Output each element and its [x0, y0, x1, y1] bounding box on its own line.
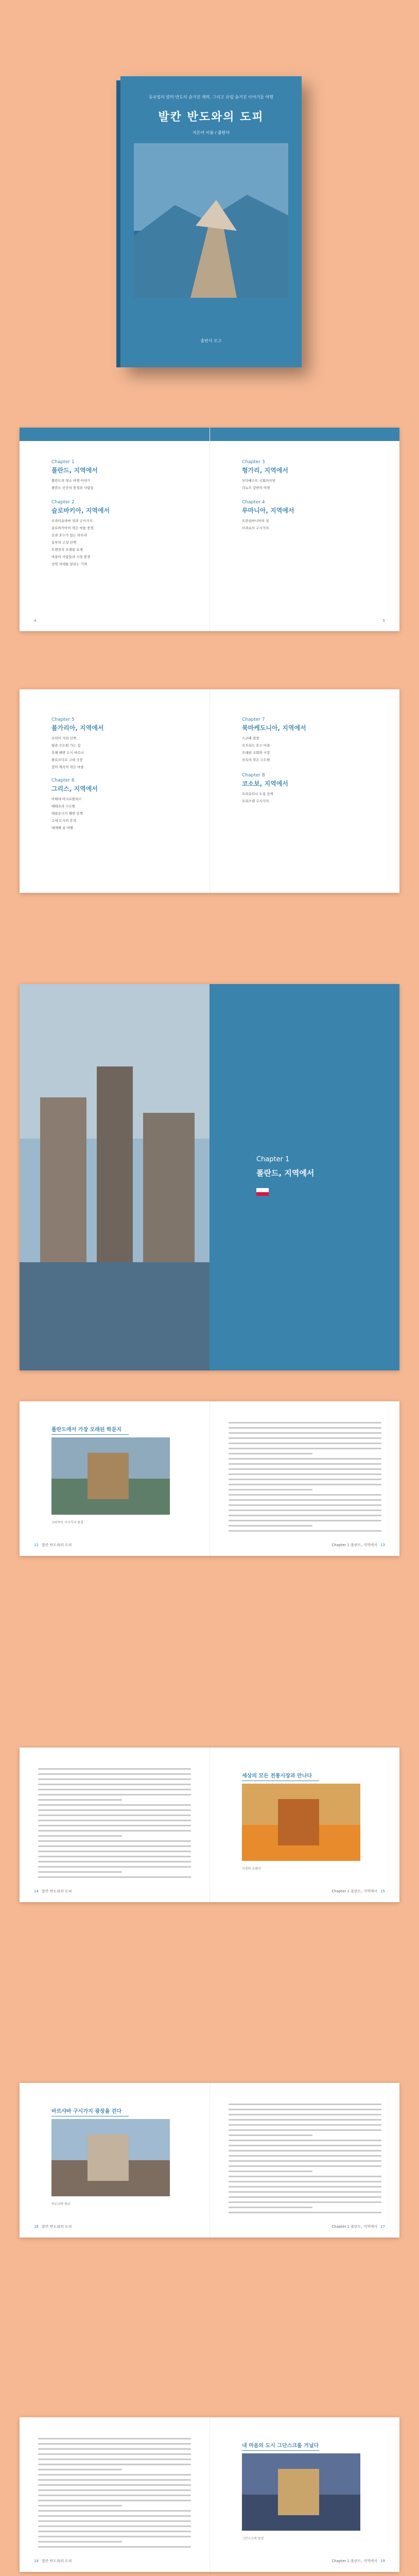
photo-caption: 바르샤바 왕궁 [51, 2202, 71, 2206]
toc-country[interactable]: 폴란드, 지역에서 [51, 467, 98, 474]
toc-entry[interactable]: 부다페스트 국회의사당 [242, 479, 275, 483]
toc-chapter-label: Chapter 3 [242, 460, 265, 465]
article-heading: 폴란드에서 가장 오래된 학문지 [51, 1425, 129, 1435]
article-spread [20, 1748, 399, 1902]
right-page [210, 1401, 399, 1556]
right-page [210, 2417, 399, 2572]
cover-publisher: 출판사 로고 [200, 338, 222, 343]
toc-country[interactable]: 북마케도니아, 지역에서 [242, 724, 306, 732]
toc-entry[interactable]: 브라쇼브 구시가지 [242, 526, 269, 530]
chapter-opener [20, 984, 399, 1370]
toc-entry[interactable]: 산악 지대를 달리는 기차 [51, 562, 87, 566]
running-footer: Chapter 1 폴란드, 지역에서 [331, 2225, 378, 2229]
cover-photo [134, 143, 288, 298]
page-number: 17 [380, 2225, 385, 2229]
toc-entry[interactable]: 아테네 아크로폴리스 [51, 797, 82, 801]
page-number: 4 [34, 619, 37, 623]
article-photo [242, 2453, 360, 2531]
cover-title: 발칸 반도와의 도피 [158, 111, 264, 124]
body-text [229, 2104, 381, 2217]
article-heading: 내 마음의 도시 그단스크를 거닐다 [242, 2441, 319, 2451]
running-footer: Chapter 1 폴란드, 지역에서 [331, 1543, 378, 1547]
toc-country[interactable]: 루마니아, 지역에서 [242, 507, 294, 514]
toc-left-page [20, 689, 210, 893]
toc-spread-2 [20, 689, 399, 893]
toc-entry[interactable]: 다뉴브 강변의 야경 [242, 486, 270, 490]
page-number: 12 [34, 1543, 39, 1547]
toc-right-page [210, 689, 399, 893]
running-footer: Chapter 1 폴란드, 지역에서 [331, 1889, 378, 1893]
footer-right [331, 2224, 385, 2229]
running-footer: Chapter 1 폴란드, 지역에서 [331, 2559, 378, 2563]
poland-flag-icon [256, 1188, 269, 1196]
body-text [229, 1422, 381, 1535]
toc-entry[interactable]: 메테오라 수도원 [51, 804, 76, 808]
toc-entry[interactable]: 슬로바키아의 작은 마을 풍경 [51, 526, 94, 530]
chapter-label: Chapter 1 [256, 1156, 290, 1163]
page-number: 15 [380, 1889, 385, 1893]
book-cover [120, 76, 302, 367]
page-number: 14 [34, 1889, 39, 1893]
footer-right [331, 2558, 385, 2564]
toc-country[interactable]: 코소보, 지역에서 [242, 780, 288, 787]
right-page [210, 1748, 399, 1902]
toc-chapter-label: Chapter 1 [51, 460, 75, 465]
toc-entry[interactable]: 고대 도시의 흔적 [51, 819, 77, 823]
page-number: 5 [382, 619, 385, 623]
toc-entry[interactable]: 트렌친의 오래된 요새 [51, 548, 83, 552]
toc-entry[interactable]: 소피아 거리 산책 [51, 736, 77, 740]
toc-country[interactable]: 헝가리, 지역에서 [242, 467, 288, 474]
toc-country[interactable]: 불가리아, 지역에서 [51, 724, 104, 732]
footer-right [331, 1889, 385, 1894]
toc-entry[interactable]: 마을의 사람들과 시장 풍경 [51, 555, 91, 559]
toc-entry[interactable]: 오래된 교회와 시장 [242, 751, 270, 755]
toc-entry[interactable]: 산속의 작은 수도원 [242, 758, 270, 762]
article-spread [20, 2083, 399, 2238]
page-number: 18 [34, 2559, 39, 2563]
toc-entry[interactable]: 플로브디프 고대 극장 [51, 758, 83, 762]
toc-entry[interactable]: 폴란드의 명소 여행 이야기 [51, 479, 91, 483]
chapter-title: 폴란드, 지역에서 [256, 1168, 315, 1178]
chapter-photo [20, 984, 210, 1370]
footer-left [34, 2558, 72, 2564]
left-page [20, 1748, 210, 1902]
running-footer: 발칸 반도와의 도피 [41, 1889, 72, 1893]
body-text [38, 1768, 191, 1882]
toc-chapter-label: Chapter 6 [51, 778, 75, 783]
article-photo [51, 2119, 170, 2196]
article-heading: 세상의 모든 전통시장과 만나다 [242, 1771, 319, 1781]
footer-left [34, 1889, 72, 1894]
toc-entry[interactable]: 트란실바니아의 성 [242, 519, 269, 523]
toc-right-page [210, 428, 399, 631]
toc-chapter-label: Chapter 4 [242, 500, 265, 505]
toc-entry[interactable]: 브라티슬라바 성과 구시가지 [51, 519, 93, 523]
photo-caption: 그단스크의 동상 [242, 2537, 264, 2540]
toc-spread-1 [20, 428, 399, 631]
article-photo [51, 1437, 170, 1515]
toc-left-page [20, 428, 210, 631]
cover-author: 지은이 이름 / 출판사 [192, 130, 230, 135]
photo-caption: 크라쿠프 구시가지 풍경 [51, 1521, 83, 1524]
toc-entry[interactable]: 산과 호수가 있는 타트라 [51, 533, 87, 537]
toc-entry[interactable]: 릴라 수도원 가는 길 [51, 743, 81, 748]
page-number: 19 [380, 2559, 385, 2563]
left-page [20, 2417, 210, 2572]
toc-chapter-label: Chapter 8 [242, 773, 265, 778]
running-footer: 발칸 반도와의 도피 [41, 2225, 72, 2229]
toc-country[interactable]: 그리스, 지역에서 [51, 785, 98, 792]
toc-chapter-label: Chapter 5 [51, 717, 75, 722]
book-cover-section [0, 0, 419, 384]
toc-entry[interactable]: 에게해 섬 여행 [51, 826, 73, 830]
page-number: 16 [34, 2225, 39, 2229]
toc-country[interactable]: 슬로바키아, 지역에서 [51, 507, 110, 514]
article-heading: 바르샤바 구시가지 광장을 걷다 [51, 2107, 129, 2116]
toc-entry[interactable]: 장미 계곡의 작은 마을 [51, 765, 84, 769]
toc-entry[interactable]: 오흐리드 호수 마을 [242, 743, 270, 748]
cover-subtitle: 동유럽의 발틱·반도의 숨겨진 매력, 그리고 유럽 숨겨진 이야기들 여행 [149, 95, 273, 99]
footer-left [34, 1543, 72, 1548]
left-page [20, 1401, 210, 1556]
toc-chapter-label: Chapter 7 [242, 717, 265, 722]
article-photo [242, 1784, 360, 1861]
photo-caption: 시장의 오렌지 [242, 1867, 261, 1871]
toc-entry[interactable]: 테살로니키 해변 산책 [51, 811, 83, 816]
body-text [38, 2438, 191, 2551]
article-spread [20, 1401, 399, 1556]
toc-entry[interactable]: 프리즈렌 구시가지 [242, 799, 269, 803]
right-page [210, 2083, 399, 2238]
toc-entry[interactable]: 프리슈티나 도심 산책 [242, 792, 273, 796]
page-number: 13 [380, 1543, 385, 1547]
article-spread [20, 2417, 399, 2572]
footer-left [34, 2224, 72, 2229]
toc-entry[interactable]: 동부의 고성 산책 [51, 540, 77, 545]
left-page [20, 2083, 210, 2238]
footer-right [331, 1543, 385, 1548]
toc-entry[interactable]: 흑해 해변 도시 바르나 [51, 751, 84, 755]
running-footer: 발칸 반도와의 도피 [41, 1543, 72, 1547]
toc-entry[interactable]: 스코페 광장 [242, 736, 259, 740]
running-footer: 발칸 반도와의 도피 [41, 2559, 72, 2563]
toc-chapter-label: Chapter 2 [51, 500, 75, 505]
toc-entry[interactable]: 폴란드 곳곳의 풍경과 사람들 [51, 486, 94, 490]
